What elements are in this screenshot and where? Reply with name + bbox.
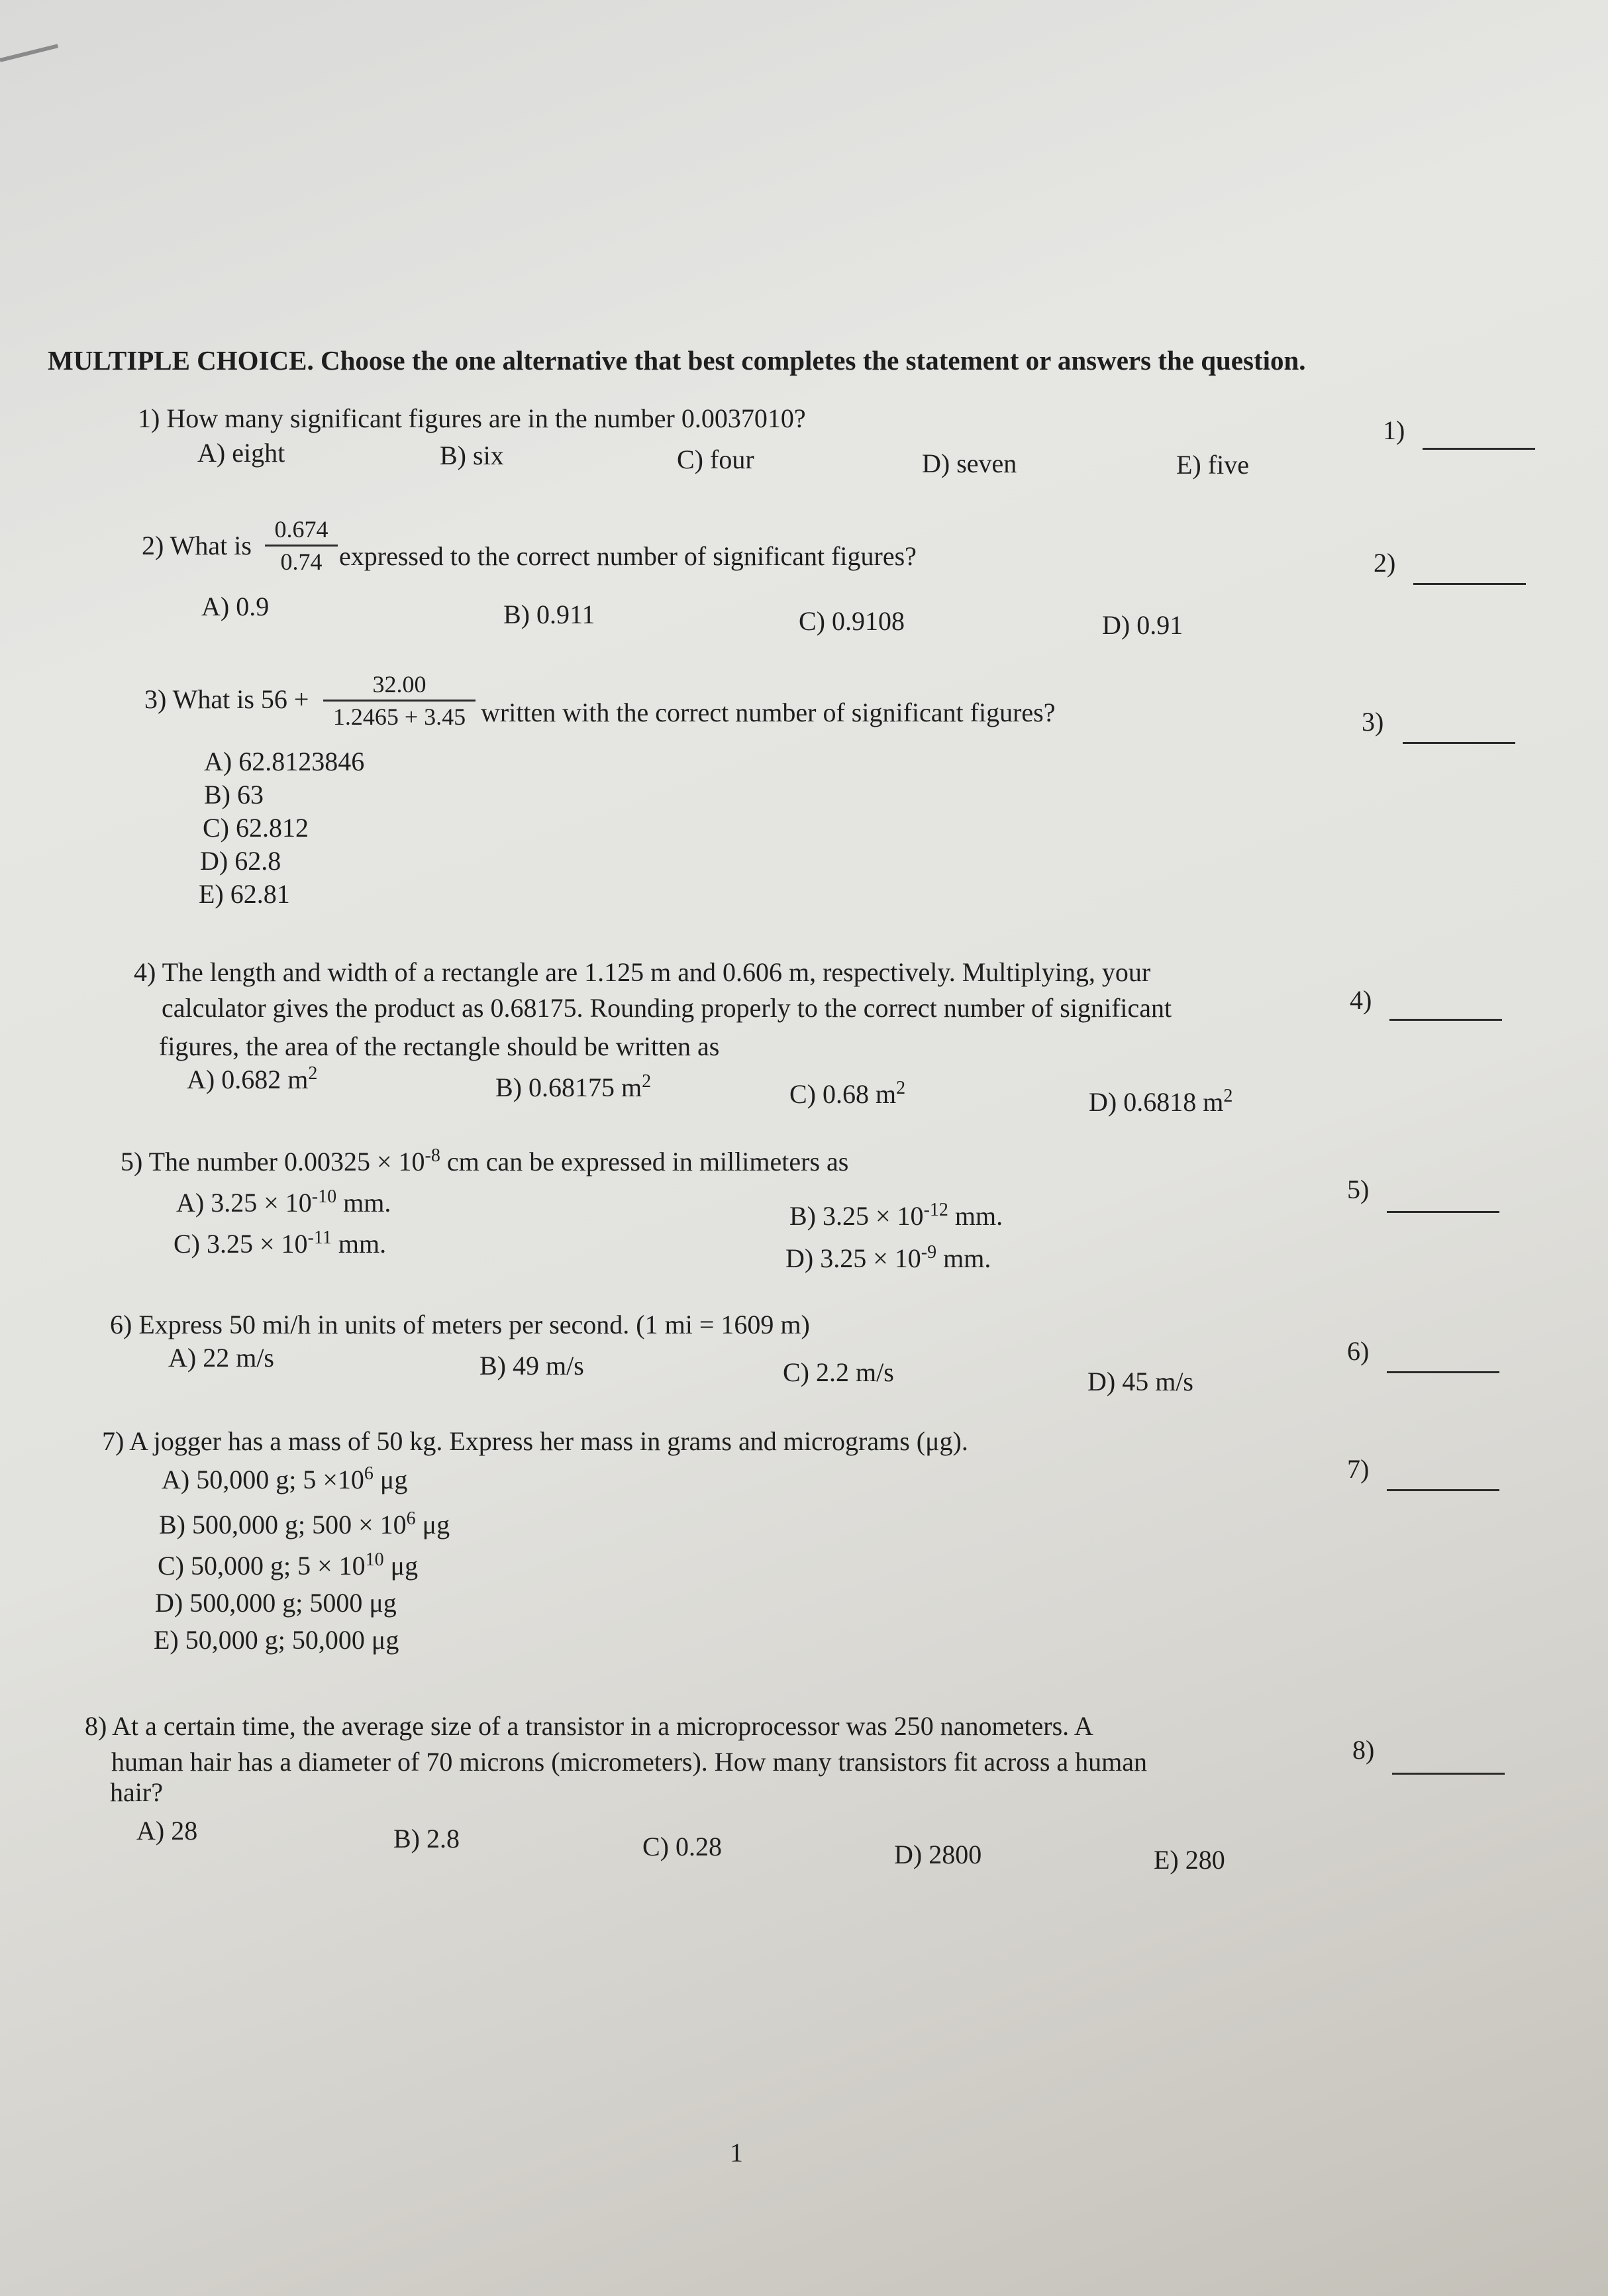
q4-answer-blank[interactable] [1389, 1019, 1502, 1021]
q7-answer-blank[interactable] [1387, 1489, 1499, 1491]
q7-option-b-base: B) 500,000 g; 500 × 10 [159, 1510, 407, 1539]
q2-option-c: C) 0.9108 [799, 606, 905, 636]
q1-option-c: C) four [677, 444, 754, 474]
q2-fraction [265, 515, 338, 576]
q6-option-c: C) 2.2 m/s [783, 1357, 894, 1387]
q2-fraction-bar [265, 545, 338, 547]
q8-answer-number: 8) [1352, 1735, 1375, 1765]
q5-stem-exp: -8 [425, 1145, 440, 1166]
q4-option-b-text: B) 0.68175 m [495, 1072, 642, 1102]
q4-answer-number: 4) [1350, 985, 1372, 1015]
q4-option-d [1089, 1086, 1232, 1118]
instructions-header: MULTIPLE CHOICE. Choose the one alternative that best completes the statement or answers the question. [48, 345, 1306, 376]
q8-option-a: A) 28 [136, 1816, 198, 1846]
q5-answer-blank[interactable] [1387, 1211, 1499, 1213]
q8-line-2: human hair has a diameter of 70 microns (micrometers). How many transistors fit across a human [111, 1747, 1148, 1777]
q8-answer-blank[interactable] [1392, 1773, 1505, 1775]
q2-answer-blank[interactable] [1413, 583, 1526, 585]
q4-line-2: calculator gives the product as 0.68175. Rounding properly to the correct number of significant [162, 993, 1172, 1023]
q4-line-1: 4) The length and width of a rectangle are 1.125 m and 0.606 m, respectively. Multiplying, your [134, 957, 1151, 987]
q2-option-b: B) 0.911 [503, 600, 595, 629]
q8-option-b: B) 2.8 [393, 1824, 460, 1853]
q4-option-c-text: C) 0.68 m [789, 1079, 897, 1109]
q7-option-c-exp: 10 [365, 1549, 384, 1570]
q3-fraction-bar [323, 700, 476, 702]
q5-option-c-base: C) 3.25 × 10 [174, 1229, 308, 1259]
q2-numerator: 0.674 [274, 516, 328, 543]
q5-option-d-base: D) 3.25 × 10 [785, 1243, 921, 1273]
q4-option-a-text: A) 0.682 m [187, 1065, 309, 1094]
q4-option-c-exp: 2 [896, 1078, 906, 1098]
q2-denominator: 0.74 [280, 548, 323, 575]
q7-option-c-base: C) 50,000 g; 5 × 10 [158, 1551, 366, 1581]
q5-option-a-unit: mm. [336, 1188, 391, 1218]
q3-tail: written with the correct number of significant figures? [481, 698, 1056, 727]
q3-option-e: E) 62.81 [199, 879, 290, 909]
q7-option-b [159, 1509, 450, 1541]
q7-option-c [158, 1550, 418, 1582]
q1-option-a: A) eight [197, 438, 285, 468]
q2-tail: expressed to the correct number of significant figures? [339, 541, 917, 571]
q7-option-e: E) 50,000 g; 50,000 μg [154, 1625, 399, 1655]
q4-option-b-exp: 2 [642, 1071, 652, 1092]
q5-option-c-exp: -11 [307, 1227, 332, 1248]
q5-option-b [789, 1200, 1003, 1232]
q2-option-a: A) 0.9 [201, 592, 270, 621]
q7-option-b-unit: μg [415, 1510, 450, 1539]
q7-option-c-unit: μg [383, 1551, 419, 1581]
q5-option-a [176, 1187, 391, 1219]
q5-option-b-unit: mm. [948, 1201, 1003, 1231]
q7-option-a-unit: μg [373, 1465, 408, 1494]
q8-option-c: C) 0.28 [642, 1832, 722, 1861]
q5-answer-number: 5) [1347, 1174, 1370, 1204]
q3-numerator: 32.00 [372, 671, 427, 698]
q4-option-b [495, 1072, 651, 1104]
q1-answer-blank[interactable] [1423, 448, 1535, 450]
pencil-mark [0, 44, 58, 62]
q6-option-d: D) 45 m/s [1087, 1367, 1193, 1396]
q5-option-a-exp: -10 [311, 1186, 337, 1207]
q3-option-a: A) 62.8123846 [204, 747, 365, 776]
q5-option-d-unit: mm. [936, 1243, 991, 1273]
q1-option-d: D) seven [922, 448, 1017, 478]
page-number: 1 [730, 2138, 743, 2167]
q3-fraction [323, 670, 476, 731]
q2-answer-number: 2) [1374, 548, 1396, 578]
q5-option-a-base: A) 3.25 × 10 [176, 1188, 312, 1218]
q8-option-d: D) 2800 [894, 1840, 982, 1869]
q2-lead: 2) What is [142, 531, 252, 560]
q7-option-b-exp: 6 [406, 1508, 416, 1529]
q4-option-a-exp: 2 [308, 1063, 318, 1084]
q3-answer-blank[interactable] [1403, 742, 1515, 744]
q4-option-d-text: D) 0.6818 m [1089, 1087, 1224, 1117]
q3-option-c: C) 62.812 [203, 813, 309, 843]
q2-option-d: D) 0.91 [1102, 610, 1183, 640]
q1-answer-number: 1) [1383, 415, 1405, 445]
q6-stem: 6) Express 50 mi/h in units of meters per second. (1 mi = 1609 m) [110, 1310, 810, 1339]
q7-option-a-exp: 6 [364, 1463, 374, 1484]
q5-option-d-exp: -9 [921, 1242, 937, 1263]
q7-option-a [162, 1464, 407, 1496]
q5-option-d [785, 1243, 991, 1275]
q6-answer-number: 6) [1347, 1336, 1370, 1366]
q4-option-a [187, 1064, 317, 1096]
q1-option-e: E) five [1176, 450, 1249, 480]
q5-option-b-base: B) 3.25 × 10 [789, 1201, 924, 1231]
q5-stem [121, 1146, 848, 1178]
q5-stem-a: 5) The number 0.00325 × 10 [121, 1147, 425, 1176]
q7-stem: 7) A jogger has a mass of 50 kg. Express her mass in grams and micrograms (μg). [102, 1426, 968, 1456]
q6-option-a: A) 22 m/s [168, 1343, 274, 1373]
q5-option-c-unit: mm. [331, 1229, 387, 1259]
q1-stem: 1) How many significant figures are in the number 0.0037010? [138, 403, 806, 433]
q3-denominator: 1.2465 + 3.45 [332, 704, 466, 730]
q3-lead: 3) What is 56 + [144, 684, 309, 714]
q6-answer-blank[interactable] [1387, 1371, 1499, 1373]
q4-option-d-exp: 2 [1223, 1086, 1233, 1106]
q1-option-b: B) six [440, 441, 504, 470]
q4-line-3: figures, the area of the rectangle should be written as [159, 1031, 720, 1061]
q7-option-d: D) 500,000 g; 5000 μg [155, 1588, 397, 1618]
q8-line-3: hair? [110, 1777, 163, 1807]
q3-answer-number: 3) [1362, 707, 1384, 737]
q5-stem-b: cm can be expressed in millimeters as [440, 1147, 849, 1176]
q3-option-b: B) 63 [204, 780, 264, 809]
q5-option-b-exp: -12 [923, 1200, 948, 1220]
q8-option-e: E) 280 [1154, 1845, 1225, 1875]
q6-option-b: B) 49 m/s [479, 1351, 584, 1381]
q7-answer-number: 7) [1347, 1454, 1370, 1484]
q4-option-c [789, 1078, 905, 1110]
q7-option-a-base: A) 50,000 g; 5 ×10 [162, 1465, 364, 1494]
q3-option-d: D) 62.8 [200, 846, 281, 876]
q5-option-c [174, 1228, 386, 1260]
q8-line-1: 8) At a certain time, the average size of a transistor in a microprocessor was 250 nanometers. A [85, 1711, 1093, 1741]
